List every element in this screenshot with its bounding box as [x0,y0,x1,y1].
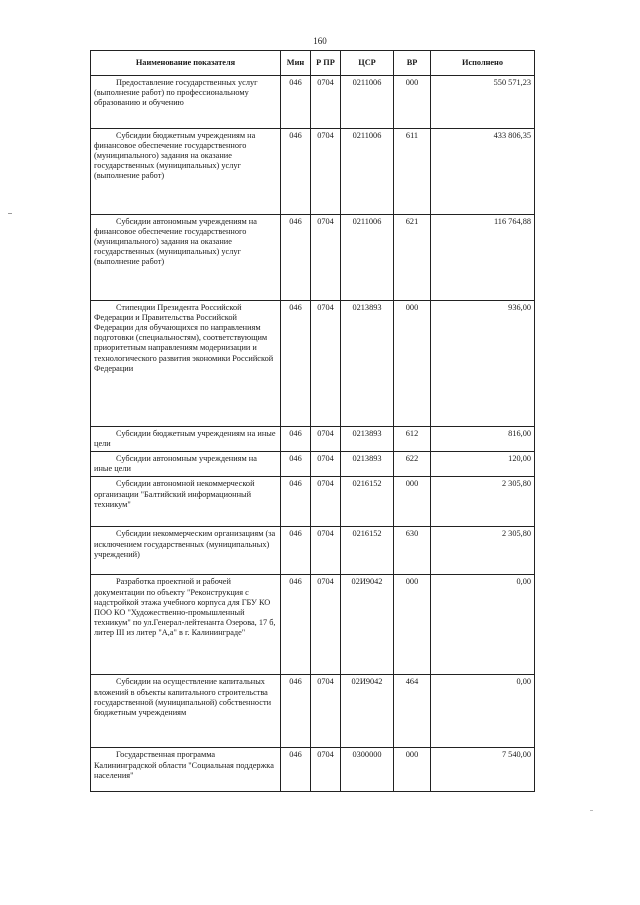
row-vr: 000 [394,76,431,129]
row-vr: 621 [394,215,431,301]
row-amount: 2 305,80 [431,527,535,575]
row-amount: 816,00 [431,427,535,452]
row-csr: 0211006 [341,76,394,129]
row-min: 046 [281,452,311,477]
header-rpr: Р ПР [311,51,341,76]
row-min: 046 [281,129,311,215]
row-amount: 2 305,80 [431,477,535,527]
table-row [91,477,535,527]
table-row [91,675,535,748]
row-amount: 0,00 [431,675,535,748]
row-rpr: 0704 [311,129,341,215]
header-vr: ВР [394,51,431,76]
scan-mark [590,810,593,811]
table-row [91,76,535,129]
row-csr: 02И9042 [341,675,394,748]
table-row [91,129,535,215]
row-min: 046 [281,215,311,301]
table-row [91,427,535,452]
row-csr: 0216152 [341,477,394,527]
row-vr: 000 [394,477,431,527]
row-amount: 0,00 [431,575,535,675]
row-min: 046 [281,76,311,129]
row-amount: 120,00 [431,452,535,477]
row-csr: 02И9042 [341,575,394,675]
row-amount: 550 571,23 [431,76,535,129]
row-vr: 630 [394,527,431,575]
page-number: 160 [313,36,327,46]
table-row [91,748,535,792]
row-min: 046 [281,527,311,575]
table-row [91,452,535,477]
table-row [91,215,535,301]
row-vr: 464 [394,675,431,748]
row-name: Предоставление государственных услуг (выполнение работ) по профессиональному образованию и обучению [91,76,281,129]
scan-mark [8,213,12,214]
row-min: 046 [281,675,311,748]
row-csr: 0213893 [341,452,394,477]
row-min: 046 [281,301,311,427]
row-min: 046 [281,575,311,675]
row-vr: 000 [394,575,431,675]
row-rpr: 0704 [311,301,341,427]
row-amount: 116 764,88 [431,215,535,301]
row-vr: 612 [394,427,431,452]
row-rpr: 0704 [311,76,341,129]
row-rpr: 0704 [311,477,341,527]
row-vr: 611 [394,129,431,215]
header-min: Мин [281,51,311,76]
row-name: Субсидии автономным учреждениям на иные цели [91,452,281,477]
row-name: Разработка проектной и рабочей документации по объекту "Реконструкция с надстройкой этажа учебного корпуса для ГБУ КО ПОО КО "Художественно-промышленный техникум" по ул.Генерал-лейтенанта Озерова, 17 б, литер III из литер "А,а" в г. Калининграде" [91,575,281,675]
table-row [91,575,535,675]
row-rpr: 0704 [311,452,341,477]
row-rpr: 0704 [311,675,341,748]
row-amount: 433 806,35 [431,129,535,215]
row-csr: 0216152 [341,527,394,575]
row-name: Субсидии автономным учреждениям на финансовое обеспечение государственного (муниципального) задания на оказание государственных (муниципальных) услуг (выполнение работ) [91,215,281,301]
row-rpr: 0704 [311,575,341,675]
row-min: 046 [281,748,311,792]
row-csr: 0300000 [341,748,394,792]
row-rpr: 0704 [311,215,341,301]
table-row [91,301,535,427]
row-name: Государственная программа Калининградской области "Социальная поддержка населения" [91,748,281,792]
row-csr: 0213893 [341,427,394,452]
row-rpr: 0704 [311,527,341,575]
row-name: Субсидии на осуществление капитальных вложений в объекты капитального строительства государственной (муниципальной) собственности бюджетным учреждениям [91,675,281,748]
row-amount: 7 540,00 [431,748,535,792]
row-csr: 0211006 [341,215,394,301]
row-min: 046 [281,477,311,527]
row-name: Субсидии бюджетным учреждениям на иные цели [91,427,281,452]
header-amount: Исполнено [431,51,535,76]
row-name: Субсидии некоммерческим организациям (за исключением государственных (муниципальных) учреждений) [91,527,281,575]
row-rpr: 0704 [311,748,341,792]
row-csr: 0213893 [341,301,394,427]
row-vr: 000 [394,748,431,792]
row-vr: 622 [394,452,431,477]
row-name: Субсидии автономной некоммерческой организации "Балтийский информационный техникум" [91,477,281,527]
row-amount: 936,00 [431,301,535,427]
header-name: Наименование показателя [91,51,281,76]
table-row [91,527,535,575]
row-rpr: 0704 [311,427,341,452]
header-csr: ЦСР [341,51,394,76]
budget-execution-table [90,50,535,792]
row-min: 046 [281,427,311,452]
row-vr: 000 [394,301,431,427]
row-name: Субсидии бюджетным учреждениям на финансовое обеспечение государственного (муниципального) задания на оказание государственных (муниципальных) услуг (выполнение работ) [91,129,281,215]
row-name: Стипендии Президента Российской Федерации и Правительства Российской Федерации для обучающихся по направлениям подготовки (специальностям), соответствующим приоритетным направлениям модернизации и технологического развития экономики Российской Федерации [91,301,281,427]
table-header-row [91,51,535,76]
row-csr: 0211006 [341,129,394,215]
